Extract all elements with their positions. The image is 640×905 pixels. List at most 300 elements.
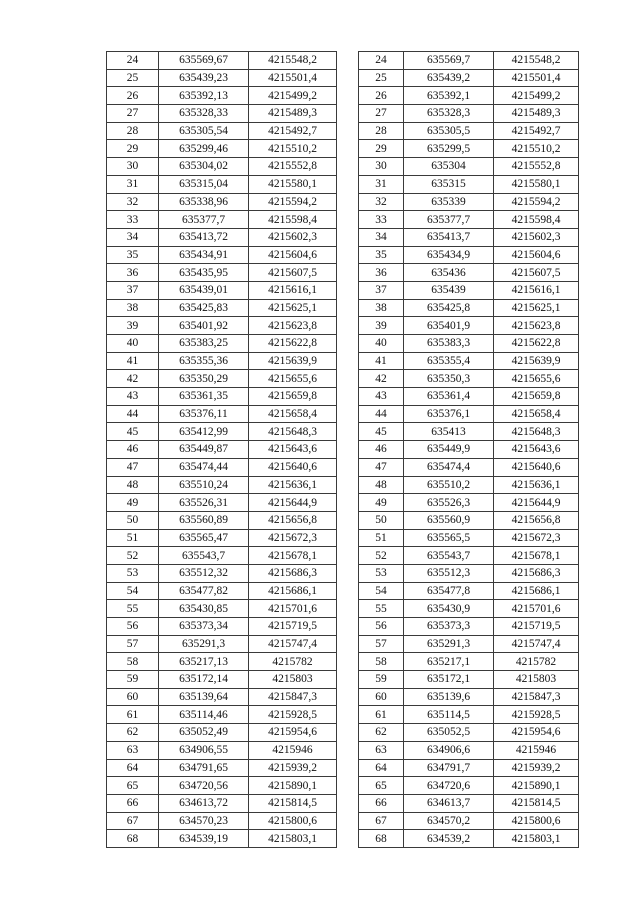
table-row (359, 246, 579, 264)
table-row (107, 211, 337, 229)
y-coordinate-cell: 4215552,8 (494, 158, 579, 176)
table-row (359, 759, 579, 777)
x-coordinate-cell: 635434,91 (159, 246, 249, 264)
point-number-cell: 27 (107, 105, 159, 123)
point-number-cell: 61 (107, 706, 159, 724)
y-coordinate-cell: 4215607,5 (494, 264, 579, 282)
table-row (107, 476, 337, 494)
x-coordinate-cell: 634720,6 (404, 777, 494, 795)
point-number-cell: 53 (107, 564, 159, 582)
table-row (359, 830, 579, 848)
table-row (359, 812, 579, 830)
table-row (107, 635, 337, 653)
x-coordinate-cell: 635439,01 (159, 281, 249, 299)
x-coordinate-cell: 635510,2 (404, 476, 494, 494)
y-coordinate-cell: 4215598,4 (249, 211, 337, 229)
x-coordinate-cell: 635338,96 (159, 193, 249, 211)
y-coordinate-cell: 4215639,9 (249, 352, 337, 370)
table-row (107, 441, 337, 459)
point-number-cell: 29 (359, 140, 404, 158)
point-number-cell: 53 (359, 564, 404, 582)
x-coordinate-cell: 635569,7 (404, 52, 494, 70)
point-number-cell: 45 (359, 423, 404, 441)
point-number-cell: 67 (107, 812, 159, 830)
point-number-cell: 62 (359, 724, 404, 742)
y-coordinate-cell: 4215954,6 (249, 724, 337, 742)
table-row (359, 653, 579, 671)
table-row (359, 582, 579, 600)
x-coordinate-cell: 635401,9 (404, 317, 494, 335)
x-coordinate-cell: 635569,67 (159, 52, 249, 70)
x-coordinate-cell: 635114,46 (159, 706, 249, 724)
table-row (107, 812, 337, 830)
y-coordinate-cell: 4215499,2 (494, 87, 579, 105)
coordinates-table-right (358, 51, 579, 848)
table-row (359, 529, 579, 547)
point-number-cell: 60 (359, 688, 404, 706)
table-row (107, 317, 337, 335)
table-row (359, 105, 579, 123)
x-coordinate-cell: 635299,46 (159, 140, 249, 158)
point-number-cell: 33 (359, 211, 404, 229)
y-coordinate-cell: 4215747,4 (494, 635, 579, 653)
y-coordinate-cell: 4215658,4 (494, 405, 579, 423)
table-row (107, 228, 337, 246)
table-row (107, 246, 337, 264)
table-row (359, 52, 579, 70)
y-coordinate-cell: 4215580,1 (494, 175, 579, 193)
point-number-cell: 31 (359, 175, 404, 193)
x-coordinate-cell: 635430,85 (159, 600, 249, 618)
point-number-cell: 26 (107, 87, 159, 105)
x-coordinate-cell: 634791,65 (159, 759, 249, 777)
point-number-cell: 65 (107, 777, 159, 795)
table-row (359, 547, 579, 565)
y-coordinate-cell: 4215803 (249, 671, 337, 689)
x-coordinate-cell: 635439 (404, 281, 494, 299)
x-coordinate-cell: 635139,6 (404, 688, 494, 706)
table-row (107, 582, 337, 600)
table-row (359, 476, 579, 494)
y-coordinate-cell: 4215747,4 (249, 635, 337, 653)
x-coordinate-cell: 635383,3 (404, 335, 494, 353)
point-number-cell: 41 (107, 352, 159, 370)
point-number-cell: 40 (359, 335, 404, 353)
table-row (359, 193, 579, 211)
table-row (107, 175, 337, 193)
point-number-cell: 32 (359, 193, 404, 211)
y-coordinate-cell: 4215510,2 (249, 140, 337, 158)
point-number-cell: 33 (107, 211, 159, 229)
y-coordinate-cell: 4215656,8 (494, 511, 579, 529)
table-row (107, 759, 337, 777)
x-coordinate-cell: 635392,1 (404, 87, 494, 105)
x-coordinate-cell: 635291,3 (404, 635, 494, 653)
table-body (359, 52, 579, 848)
x-coordinate-cell: 635565,47 (159, 529, 249, 547)
point-number-cell: 45 (107, 423, 159, 441)
table-row (359, 777, 579, 795)
table-row (359, 352, 579, 370)
y-coordinate-cell: 4215492,7 (494, 122, 579, 140)
x-coordinate-cell: 635305,5 (404, 122, 494, 140)
point-number-cell: 24 (359, 52, 404, 70)
y-coordinate-cell: 4215939,2 (494, 759, 579, 777)
point-number-cell: 64 (107, 759, 159, 777)
point-number-cell: 63 (107, 741, 159, 759)
x-coordinate-cell: 635373,3 (404, 618, 494, 636)
table-row (359, 600, 579, 618)
point-number-cell: 68 (107, 830, 159, 848)
point-number-cell: 42 (107, 370, 159, 388)
table-row (359, 175, 579, 193)
y-coordinate-cell: 4215655,6 (494, 370, 579, 388)
table-row (359, 423, 579, 441)
table-row (107, 158, 337, 176)
table-row (359, 264, 579, 282)
table-row (107, 370, 337, 388)
x-coordinate-cell: 635430,9 (404, 600, 494, 618)
x-coordinate-cell: 635435,95 (159, 264, 249, 282)
x-coordinate-cell: 635350,3 (404, 370, 494, 388)
table-body (107, 52, 337, 848)
point-number-cell: 64 (359, 759, 404, 777)
table-row (107, 564, 337, 582)
x-coordinate-cell: 635401,92 (159, 317, 249, 335)
table-row (107, 352, 337, 370)
x-coordinate-cell: 635412,99 (159, 423, 249, 441)
y-coordinate-cell: 4215510,2 (494, 140, 579, 158)
table-row (107, 671, 337, 689)
x-coordinate-cell: 635474,4 (404, 458, 494, 476)
x-coordinate-cell: 634906,55 (159, 741, 249, 759)
table-row (107, 299, 337, 317)
x-coordinate-cell: 635114,5 (404, 706, 494, 724)
y-coordinate-cell: 4215625,1 (249, 299, 337, 317)
y-coordinate-cell: 4215548,2 (249, 52, 337, 70)
y-coordinate-cell: 4215644,9 (494, 494, 579, 512)
table-row (107, 511, 337, 529)
y-coordinate-cell: 4215719,5 (249, 618, 337, 636)
table-row (359, 441, 579, 459)
point-number-cell: 39 (107, 317, 159, 335)
x-coordinate-cell: 635304,02 (159, 158, 249, 176)
x-coordinate-cell: 635413,7 (404, 228, 494, 246)
y-coordinate-cell: 4215800,6 (494, 812, 579, 830)
point-number-cell: 44 (359, 405, 404, 423)
x-coordinate-cell: 634906,6 (404, 741, 494, 759)
table-row (359, 299, 579, 317)
y-coordinate-cell: 4215622,8 (494, 335, 579, 353)
x-coordinate-cell: 635413 (404, 423, 494, 441)
x-coordinate-cell: 635315,04 (159, 175, 249, 193)
point-number-cell: 56 (359, 618, 404, 636)
table-row (107, 388, 337, 406)
y-coordinate-cell: 4215623,8 (494, 317, 579, 335)
x-coordinate-cell: 635560,9 (404, 511, 494, 529)
x-coordinate-cell: 635376,11 (159, 405, 249, 423)
y-coordinate-cell: 4215659,8 (494, 388, 579, 406)
point-number-cell: 50 (107, 511, 159, 529)
table-row (359, 158, 579, 176)
point-number-cell: 54 (107, 582, 159, 600)
x-coordinate-cell: 635291,3 (159, 635, 249, 653)
table-row (107, 193, 337, 211)
x-coordinate-cell: 635560,89 (159, 511, 249, 529)
point-number-cell: 30 (359, 158, 404, 176)
point-number-cell: 27 (359, 105, 404, 123)
y-coordinate-cell: 4215602,3 (494, 228, 579, 246)
x-coordinate-cell: 635439,23 (159, 69, 249, 87)
y-coordinate-cell: 4215602,3 (249, 228, 337, 246)
point-number-cell: 48 (359, 476, 404, 494)
y-coordinate-cell: 4215814,5 (494, 794, 579, 812)
x-coordinate-cell: 635305,54 (159, 122, 249, 140)
y-coordinate-cell: 4215954,6 (494, 724, 579, 742)
point-number-cell: 25 (107, 69, 159, 87)
y-coordinate-cell: 4215890,1 (494, 777, 579, 795)
table-row (359, 741, 579, 759)
point-number-cell: 26 (359, 87, 404, 105)
y-coordinate-cell: 4215946 (494, 741, 579, 759)
x-coordinate-cell: 635377,7 (404, 211, 494, 229)
y-coordinate-cell: 4215639,9 (494, 352, 579, 370)
x-coordinate-cell: 635413,72 (159, 228, 249, 246)
point-number-cell: 66 (359, 794, 404, 812)
y-coordinate-cell: 4215678,1 (249, 547, 337, 565)
point-number-cell: 48 (107, 476, 159, 494)
x-coordinate-cell: 634613,72 (159, 794, 249, 812)
point-number-cell: 61 (359, 706, 404, 724)
x-coordinate-cell: 635052,5 (404, 724, 494, 742)
point-number-cell: 37 (107, 281, 159, 299)
y-coordinate-cell: 4215604,6 (249, 246, 337, 264)
table-row (359, 724, 579, 742)
y-coordinate-cell: 4215598,4 (494, 211, 579, 229)
point-number-cell: 67 (359, 812, 404, 830)
table-row (107, 547, 337, 565)
x-coordinate-cell: 635526,31 (159, 494, 249, 512)
y-coordinate-cell: 4215701,6 (249, 600, 337, 618)
x-coordinate-cell: 635449,9 (404, 441, 494, 459)
y-coordinate-cell: 4215939,2 (249, 759, 337, 777)
x-coordinate-cell: 635361,35 (159, 388, 249, 406)
x-coordinate-cell: 635526,3 (404, 494, 494, 512)
table-row (107, 600, 337, 618)
table-row (107, 494, 337, 512)
table-row (359, 706, 579, 724)
point-number-cell: 42 (359, 370, 404, 388)
y-coordinate-cell: 4215658,4 (249, 405, 337, 423)
point-number-cell: 47 (359, 458, 404, 476)
point-number-cell: 56 (107, 618, 159, 636)
point-number-cell: 51 (107, 529, 159, 547)
point-number-cell: 24 (107, 52, 159, 70)
point-number-cell: 58 (359, 653, 404, 671)
y-coordinate-cell: 4215847,3 (494, 688, 579, 706)
table-row (107, 706, 337, 724)
y-coordinate-cell: 4215616,1 (249, 281, 337, 299)
y-coordinate-cell: 4215501,4 (249, 69, 337, 87)
x-coordinate-cell: 635350,29 (159, 370, 249, 388)
point-number-cell: 54 (359, 582, 404, 600)
point-number-cell: 58 (107, 653, 159, 671)
point-number-cell: 65 (359, 777, 404, 795)
x-coordinate-cell: 634539,19 (159, 830, 249, 848)
x-coordinate-cell: 635328,33 (159, 105, 249, 123)
x-coordinate-cell: 634539,2 (404, 830, 494, 848)
y-coordinate-cell: 4215686,3 (249, 564, 337, 582)
y-coordinate-cell: 4215636,1 (249, 476, 337, 494)
table-row (107, 105, 337, 123)
x-coordinate-cell: 635304 (404, 158, 494, 176)
point-number-cell: 62 (107, 724, 159, 742)
y-coordinate-cell: 4215686,3 (494, 564, 579, 582)
x-coordinate-cell: 635512,3 (404, 564, 494, 582)
y-coordinate-cell: 4215847,3 (249, 688, 337, 706)
point-number-cell: 43 (359, 388, 404, 406)
x-coordinate-cell: 635217,13 (159, 653, 249, 671)
table-row (107, 264, 337, 282)
point-number-cell: 30 (107, 158, 159, 176)
point-number-cell: 68 (359, 830, 404, 848)
y-coordinate-cell: 4215594,2 (249, 193, 337, 211)
y-coordinate-cell: 4215686,1 (249, 582, 337, 600)
y-coordinate-cell: 4215672,3 (494, 529, 579, 547)
x-coordinate-cell: 635392,13 (159, 87, 249, 105)
point-number-cell: 41 (359, 352, 404, 370)
table-row (107, 830, 337, 848)
x-coordinate-cell: 635425,8 (404, 299, 494, 317)
x-coordinate-cell: 635449,87 (159, 441, 249, 459)
point-number-cell: 66 (107, 794, 159, 812)
table-row (359, 388, 579, 406)
table-row (107, 529, 337, 547)
x-coordinate-cell: 635474,44 (159, 458, 249, 476)
y-coordinate-cell: 4215655,6 (249, 370, 337, 388)
y-coordinate-cell: 4215501,4 (494, 69, 579, 87)
x-coordinate-cell: 635383,25 (159, 335, 249, 353)
table-row (359, 688, 579, 706)
x-coordinate-cell: 635355,4 (404, 352, 494, 370)
x-coordinate-cell: 634613,7 (404, 794, 494, 812)
y-coordinate-cell: 4215644,9 (249, 494, 337, 512)
table-row (359, 370, 579, 388)
point-number-cell: 25 (359, 69, 404, 87)
point-number-cell: 57 (359, 635, 404, 653)
point-number-cell: 59 (359, 671, 404, 689)
y-coordinate-cell: 4215648,3 (494, 423, 579, 441)
point-number-cell: 38 (107, 299, 159, 317)
table-row (359, 794, 579, 812)
x-coordinate-cell: 635217,1 (404, 653, 494, 671)
x-coordinate-cell: 634570,23 (159, 812, 249, 830)
point-number-cell: 49 (107, 494, 159, 512)
point-number-cell: 47 (107, 458, 159, 476)
y-coordinate-cell: 4215946 (249, 741, 337, 759)
table-row (107, 69, 337, 87)
y-coordinate-cell: 4215640,6 (494, 458, 579, 476)
y-coordinate-cell: 4215648,3 (249, 423, 337, 441)
x-coordinate-cell: 635377,7 (159, 211, 249, 229)
x-coordinate-cell: 635477,8 (404, 582, 494, 600)
x-coordinate-cell: 635512,32 (159, 564, 249, 582)
x-coordinate-cell: 635425,83 (159, 299, 249, 317)
y-coordinate-cell: 4215659,8 (249, 388, 337, 406)
table-row (107, 724, 337, 742)
x-coordinate-cell: 635543,7 (159, 547, 249, 565)
y-coordinate-cell: 4215814,5 (249, 794, 337, 812)
coordinates-table-left (106, 51, 337, 848)
table-row (107, 618, 337, 636)
y-coordinate-cell: 4215686,1 (494, 582, 579, 600)
point-number-cell: 51 (359, 529, 404, 547)
table-row (359, 140, 579, 158)
table-row (359, 458, 579, 476)
x-coordinate-cell: 634791,7 (404, 759, 494, 777)
y-coordinate-cell: 4215552,8 (249, 158, 337, 176)
y-coordinate-cell: 4215782 (494, 653, 579, 671)
table-row (359, 228, 579, 246)
point-number-cell: 44 (107, 405, 159, 423)
x-coordinate-cell: 635355,36 (159, 352, 249, 370)
x-coordinate-cell: 635439,2 (404, 69, 494, 87)
x-coordinate-cell: 635434,9 (404, 246, 494, 264)
y-coordinate-cell: 4215604,6 (494, 246, 579, 264)
y-coordinate-cell: 4215719,5 (494, 618, 579, 636)
x-coordinate-cell: 635376,1 (404, 405, 494, 423)
y-coordinate-cell: 4215492,7 (249, 122, 337, 140)
table-row (107, 335, 337, 353)
point-number-cell: 38 (359, 299, 404, 317)
point-number-cell: 63 (359, 741, 404, 759)
table-row (359, 671, 579, 689)
x-coordinate-cell: 635139,64 (159, 688, 249, 706)
point-number-cell: 36 (359, 264, 404, 282)
point-number-cell: 35 (107, 246, 159, 264)
point-number-cell: 29 (107, 140, 159, 158)
y-coordinate-cell: 4215580,1 (249, 175, 337, 193)
table-row (359, 335, 579, 353)
table-row (359, 281, 579, 299)
point-number-cell: 46 (107, 441, 159, 459)
point-number-cell: 35 (359, 246, 404, 264)
y-coordinate-cell: 4215782 (249, 653, 337, 671)
y-coordinate-cell: 4215928,5 (494, 706, 579, 724)
x-coordinate-cell: 635052,49 (159, 724, 249, 742)
y-coordinate-cell: 4215607,5 (249, 264, 337, 282)
point-number-cell: 55 (359, 600, 404, 618)
point-number-cell: 43 (107, 388, 159, 406)
table-row (107, 122, 337, 140)
table-row (359, 618, 579, 636)
table-row (107, 140, 337, 158)
table-row (359, 211, 579, 229)
y-coordinate-cell: 4215489,3 (494, 105, 579, 123)
table-row (107, 405, 337, 423)
y-coordinate-cell: 4215890,1 (249, 777, 337, 795)
y-coordinate-cell: 4215803,1 (494, 830, 579, 848)
table-row (107, 52, 337, 70)
y-coordinate-cell: 4215803 (494, 671, 579, 689)
x-coordinate-cell: 635299,5 (404, 140, 494, 158)
point-number-cell: 60 (107, 688, 159, 706)
table-row (107, 423, 337, 441)
x-coordinate-cell: 635543,7 (404, 547, 494, 565)
y-coordinate-cell: 4215928,5 (249, 706, 337, 724)
point-number-cell: 31 (107, 175, 159, 193)
table-row (359, 635, 579, 653)
